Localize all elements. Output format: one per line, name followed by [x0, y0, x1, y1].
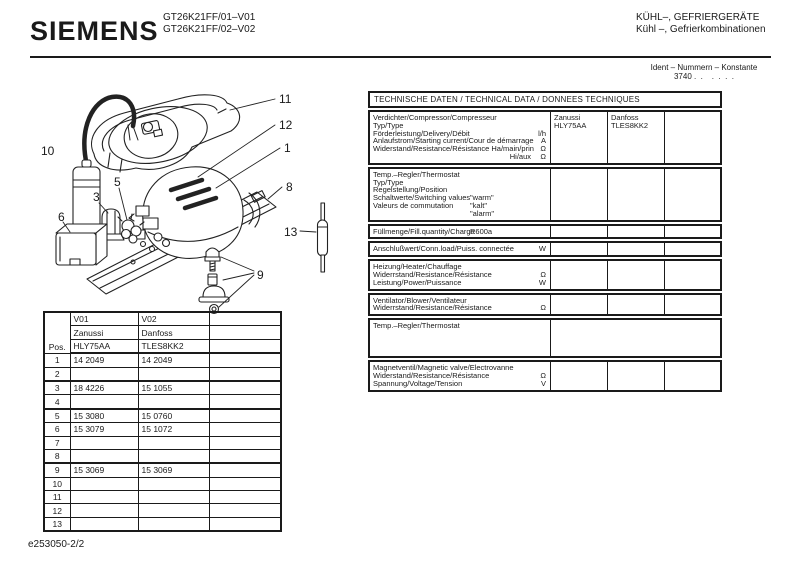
parts-type-v01: HLY75AA — [70, 339, 138, 353]
parts-variant-v02: V02 — [138, 312, 209, 326]
parts-v02: 15 0760 — [138, 409, 209, 423]
parts-pos: 5 — [44, 409, 70, 423]
mounting-tray-part — [92, 95, 240, 172]
parts-v02 — [138, 491, 209, 504]
tech-labels — [370, 226, 550, 238]
parts-v02 — [138, 367, 209, 381]
parts-cell-extra — [209, 423, 281, 436]
tech-block-compressor — [368, 110, 722, 165]
tech-value-empty — [664, 362, 720, 389]
parts-v01 — [70, 449, 138, 463]
tech-labels — [370, 362, 550, 389]
parts-row — [44, 504, 281, 517]
tech-value-empty — [664, 295, 720, 315]
parts-row — [44, 367, 281, 381]
fastener-set-part — [199, 248, 229, 314]
tech-row — [373, 228, 547, 236]
parts-v02: 15 1055 — [138, 381, 209, 395]
callout-number-13: 13 — [284, 225, 298, 239]
parts-v02: 14 2049 — [138, 353, 209, 367]
callout-number-11: 11 — [279, 92, 292, 106]
tech-value-line: Danfoss — [611, 113, 639, 122]
tech-label: Widerrstand/Resistance/Résistance — [373, 269, 492, 279]
ident-label: Ident – Nummern – Konstante — [650, 63, 758, 72]
parts-v01 — [70, 395, 138, 409]
tech-block-blower — [368, 293, 722, 317]
tech-value-empty — [607, 243, 664, 255]
tech-label: Temp.–Regler/Thermostat — [373, 321, 460, 331]
parts-pos: 12 — [44, 504, 70, 517]
tech-value-empty — [607, 169, 664, 220]
tech-value-empty — [550, 295, 607, 315]
parts-v02 — [138, 449, 209, 463]
category-line-2: Kühl –, Gefrierkombinationen — [636, 24, 766, 35]
tech-block-heater — [368, 259, 722, 290]
tech-value-zanussi — [550, 112, 607, 163]
parts-row — [44, 423, 281, 436]
tech-value-empty — [607, 362, 664, 389]
technical-data-table — [368, 91, 722, 394]
parts-row — [44, 477, 281, 490]
parts-cell-extra — [209, 491, 281, 504]
callout-number-9: 9 — [257, 268, 264, 282]
parts-pos: 9 — [44, 463, 70, 477]
compressor-part — [129, 167, 260, 259]
tech-block-charge — [368, 224, 722, 240]
tech-mid-value: "kalt" — [470, 200, 487, 210]
tech-labels — [370, 295, 550, 315]
tech-label: Anschlußwert/Conn.load/Puiss. connectée — [373, 244, 514, 254]
parts-v02 — [138, 436, 209, 449]
parts-cell-extra — [209, 436, 281, 449]
tech-labels — [370, 112, 550, 163]
parts-row — [44, 381, 281, 395]
parts-pos: 11 — [44, 491, 70, 504]
tech-value-empty — [664, 112, 720, 163]
callout-number-10: 10 — [41, 144, 55, 158]
tech-value-empty — [550, 362, 607, 389]
exploded-diagram — [30, 80, 370, 325]
model-line-2: GT26K21FF/02–V02 — [163, 24, 256, 35]
tech-value-danfoss — [607, 112, 664, 163]
parts-v02: 15 1072 — [138, 423, 209, 436]
tech-label: Typ/Type — [373, 120, 404, 130]
tech-row — [373, 153, 547, 161]
parts-row — [44, 517, 281, 531]
tech-label: Hi/aux — [509, 151, 531, 161]
tech-unit: W — [538, 277, 546, 287]
tech-label: Widerstand/Resistance/Résistance Ha/main/prin — [373, 144, 534, 154]
tech-label: Regelstellung/Position — [373, 185, 448, 195]
parts-cell-extra — [209, 504, 281, 517]
callout-number-5: 5 — [114, 175, 121, 189]
parts-pos: 13 — [44, 517, 70, 531]
tech-block-valve — [368, 360, 722, 391]
tech-unit: W — [538, 244, 546, 254]
parts-row — [44, 491, 281, 504]
parts-v02 — [138, 517, 209, 531]
parts-cell-extra — [209, 395, 281, 409]
parts-row — [44, 409, 281, 423]
tech-value-empty — [607, 295, 664, 315]
category-title — [636, 12, 766, 36]
parts-cell-extra — [209, 449, 281, 463]
ident-block — [636, 63, 772, 81]
page-number: e253050-2/2 — [28, 539, 85, 550]
tech-label: Anlaufstrom/Starting current/Cour de démarrage — [373, 136, 534, 146]
parts-pos: 6 — [44, 423, 70, 436]
tech-value-empty — [664, 169, 720, 220]
tech-label: Heizung/Heater/Chauffage — [373, 262, 462, 272]
parts-pos: 10 — [44, 477, 70, 490]
tech-value-empty — [664, 243, 720, 255]
parts-cell-extra — [209, 381, 281, 395]
parts-pos: 2 — [44, 367, 70, 381]
tech-value-line: Zanussi — [554, 113, 581, 122]
model-numbers — [163, 12, 255, 36]
tech-label: Ventilator/Blower/Ventilateur — [373, 295, 467, 305]
tech-value-empty — [664, 226, 720, 238]
tech-value-empty — [550, 320, 720, 356]
parts-row — [44, 436, 281, 449]
tech-block-thermostat2 — [368, 318, 722, 358]
tech-unit: A — [540, 136, 546, 146]
tech-value-line: HLY75AA — [554, 121, 587, 130]
tech-unit: Ω — [540, 151, 546, 161]
parts-v01 — [70, 491, 138, 504]
parts-v01 — [70, 436, 138, 449]
tech-label: Widerstand/Resistance/Résistance — [373, 370, 490, 380]
tech-label: Füllmenge/Fill.quantity/Charge — [373, 226, 475, 236]
tech-value-empty — [607, 226, 664, 238]
tech-mid-value: "alarm" — [470, 208, 495, 218]
parts-pos: 1 — [44, 353, 70, 367]
tech-row — [373, 202, 547, 210]
parts-v02: 15 3069 — [138, 463, 209, 477]
parts-pos-header: Pos. — [44, 312, 70, 353]
tech-label: Typ/Type — [373, 177, 404, 187]
callout-number-6: 6 — [58, 210, 65, 224]
parts-header-row — [44, 339, 281, 353]
parts-cell-extra — [209, 477, 281, 490]
tech-value-empty — [550, 261, 607, 288]
tech-unit: Ω — [540, 269, 546, 279]
callout-number-8: 8 — [286, 180, 293, 194]
parts-row — [44, 395, 281, 409]
tech-unit: l/h — [538, 128, 546, 138]
parts-v01: 18 4226 — [70, 381, 138, 395]
tech-label: Valeurs de commutation — [373, 200, 454, 210]
parts-v01: 15 3069 — [70, 463, 138, 477]
tech-value-empty — [550, 226, 607, 238]
tech-labels — [370, 320, 550, 356]
tech-value-empty — [550, 169, 607, 220]
parts-header-row — [44, 326, 281, 339]
tech-label: Widerrstand/Resistance/Résistance — [373, 303, 492, 313]
tech-unit: Ω — [540, 370, 546, 380]
tech-table-title: TECHNISCHE DATEN / TECHNICAL DATA / DONNEES TECHNIQUES — [368, 91, 722, 108]
parts-cell-extra — [209, 326, 281, 339]
parts-v01: 14 2049 — [70, 353, 138, 367]
parts-cell-extra — [209, 409, 281, 423]
tech-value-empty — [607, 261, 664, 288]
siemens-logo: SIEMENS — [30, 16, 159, 46]
tech-label: Verdichter/Compressor/Compresseur — [373, 113, 497, 122]
tech-block-thermostat — [368, 167, 722, 222]
parts-pos: 8 — [44, 449, 70, 463]
tech-row — [373, 245, 547, 253]
tech-label: Leistung/Power/Puissance — [373, 277, 462, 287]
parts-v01 — [70, 504, 138, 517]
drier-filter-part — [318, 203, 328, 272]
parts-v01: 15 3079 — [70, 423, 138, 436]
tech-unit: V — [540, 378, 546, 388]
tech-row — [373, 279, 547, 287]
parts-pos: 7 — [44, 436, 70, 449]
tech-unit: Ω — [540, 144, 546, 154]
ident-value: 3740 . . . . . . — [673, 72, 735, 81]
parts-v01 — [70, 517, 138, 531]
tech-value-line: TLES8KK2 — [611, 121, 649, 130]
tech-block-connload — [368, 241, 722, 257]
category-line-1: KÜHL–, GEFRIERGERÄTE — [636, 12, 760, 23]
parts-cell-extra — [209, 312, 281, 326]
parts-pos: 4 — [44, 395, 70, 409]
tech-label: Schaltwerte/Switching values — [373, 193, 471, 203]
parts-brand-v02: Danfoss — [138, 326, 209, 339]
tech-mid-value: "warm" — [470, 193, 494, 203]
tech-row — [373, 210, 547, 218]
parts-v01 — [70, 367, 138, 381]
parts-header-row — [44, 312, 281, 326]
tech-labels — [370, 169, 550, 220]
parts-v01: 15 3080 — [70, 409, 138, 423]
parts-v02 — [138, 477, 209, 490]
tech-label: Magnetventil/Magnetic valve/Electrovanne — [373, 363, 514, 373]
callout-number-1: 1 — [284, 141, 291, 155]
tech-label: Temp.–Regler/Thermostat — [373, 169, 460, 179]
parts-table — [43, 311, 282, 532]
tech-row — [373, 304, 547, 312]
parts-row — [44, 449, 281, 463]
parts-type-v02: TLES8KK2 — [138, 339, 209, 353]
tech-unit: Ω — [540, 303, 546, 313]
cover-box-part — [56, 224, 107, 265]
tech-labels — [370, 261, 550, 288]
parts-pos: 3 — [44, 381, 70, 395]
tech-label: Spannung/Voltage/Tension — [373, 378, 463, 388]
parts-row — [44, 353, 281, 367]
tech-row — [373, 322, 547, 330]
parts-v01 — [70, 477, 138, 490]
tech-value-empty — [664, 261, 720, 288]
tech-labels — [370, 243, 550, 255]
parts-row — [44, 463, 281, 477]
tech-row — [373, 380, 547, 388]
parts-variant-v01: V01 — [70, 312, 138, 326]
parts-v02 — [138, 504, 209, 517]
header-divider — [30, 56, 771, 58]
parts-brand-v01: Zanussi — [70, 326, 138, 339]
parts-cell-extra — [209, 367, 281, 381]
parts-cell-extra — [209, 339, 281, 353]
tech-value-empty — [550, 243, 607, 255]
parts-cell-extra — [209, 463, 281, 477]
model-line-1: GT26K21FF/01–V01 — [163, 12, 256, 23]
tech-label: Förderleistung/Delivery/Débit — [373, 128, 470, 138]
parts-cell-extra — [209, 517, 281, 531]
tech-mid-value: R600a — [470, 226, 493, 236]
parts-v02 — [138, 395, 209, 409]
callout-number-12: 12 — [279, 118, 293, 132]
parts-cell-extra — [209, 353, 281, 367]
callout-number-3: 3 — [93, 190, 100, 204]
